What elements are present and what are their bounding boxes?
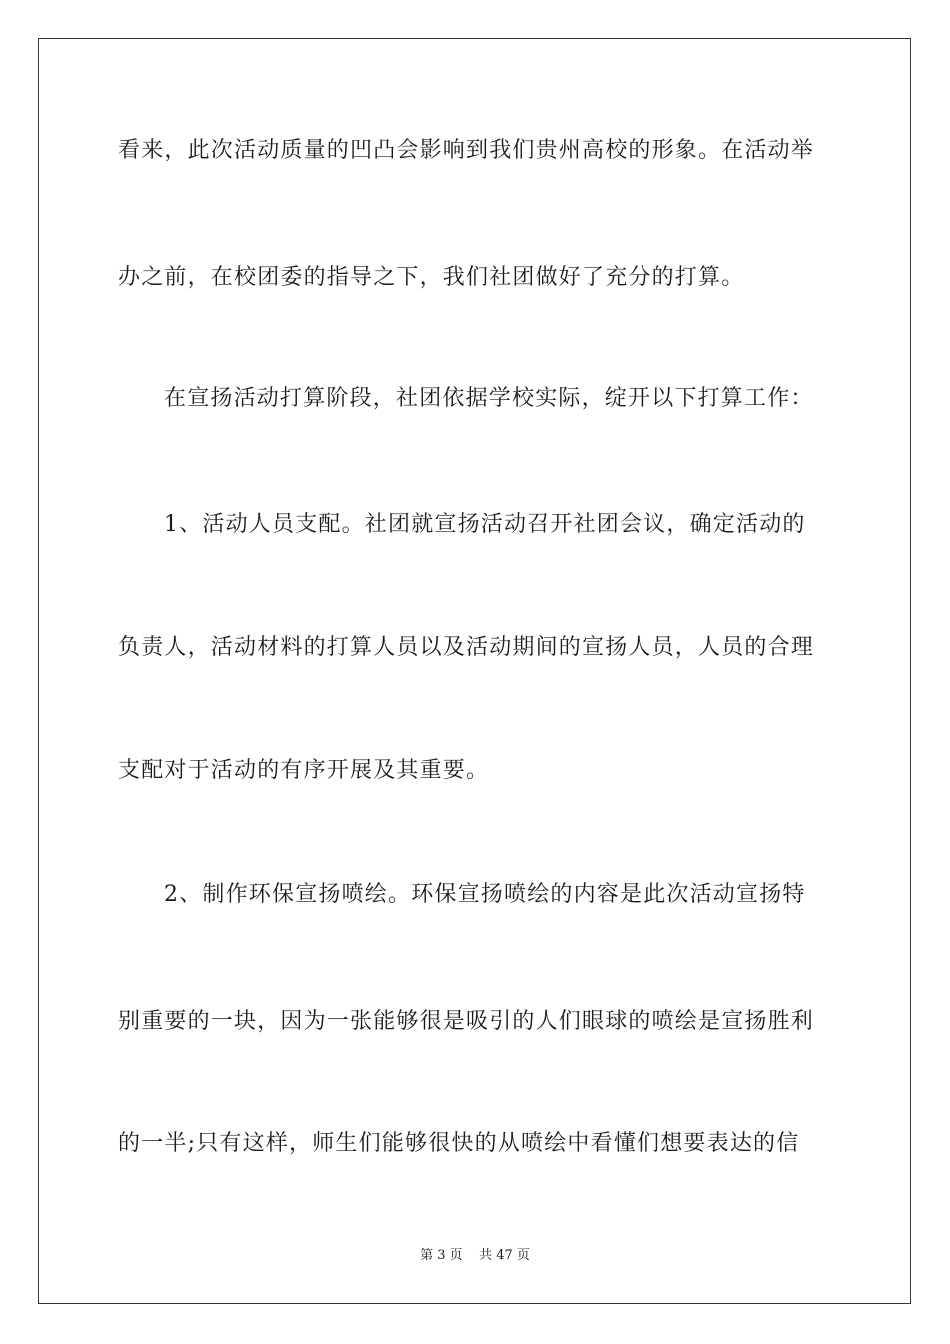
paragraph-intro-line: 在宣扬活动打算阶段，社团依据学校实际，绽开以下打算工作： xyxy=(164,386,814,411)
item-1-line-1: 1、活动人员支配。社团就宣扬活动召开社团会议，确定活动的 xyxy=(164,512,806,537)
item-2-line-2: 别重要的一块，因为一张能够很是吸引的人们眼球的喷绘是宣扬胜利 xyxy=(118,1009,815,1034)
item-1-line-2: 负责人，活动材料的打算人员以及活动期间的宣扬人员，人员的合理 xyxy=(118,635,815,660)
body-text-line-1: 看来，此次活动质量的凹凸会影响到我们贵州高校的形象。在活动举 xyxy=(118,138,815,163)
body-text-line-2: 办之前，在校团委的指导之下，我们社团做好了充分的打算。 xyxy=(118,265,745,290)
item-2-line-3: 的一半;只有这样，师生们能够很快的从喷绘中看懂们想要表达的信 xyxy=(118,1131,800,1156)
page-border xyxy=(38,38,911,1304)
page-number-footer: 第 3 页 共 47 页 xyxy=(420,1248,530,1263)
item-2-line-1: 2、制作环保宣扬喷绘。环保宣扬喷绘的内容是此次活动宣扬特 xyxy=(164,882,806,907)
item-1-line-3: 支配对于活动的有序开展及其重要。 xyxy=(118,758,490,783)
